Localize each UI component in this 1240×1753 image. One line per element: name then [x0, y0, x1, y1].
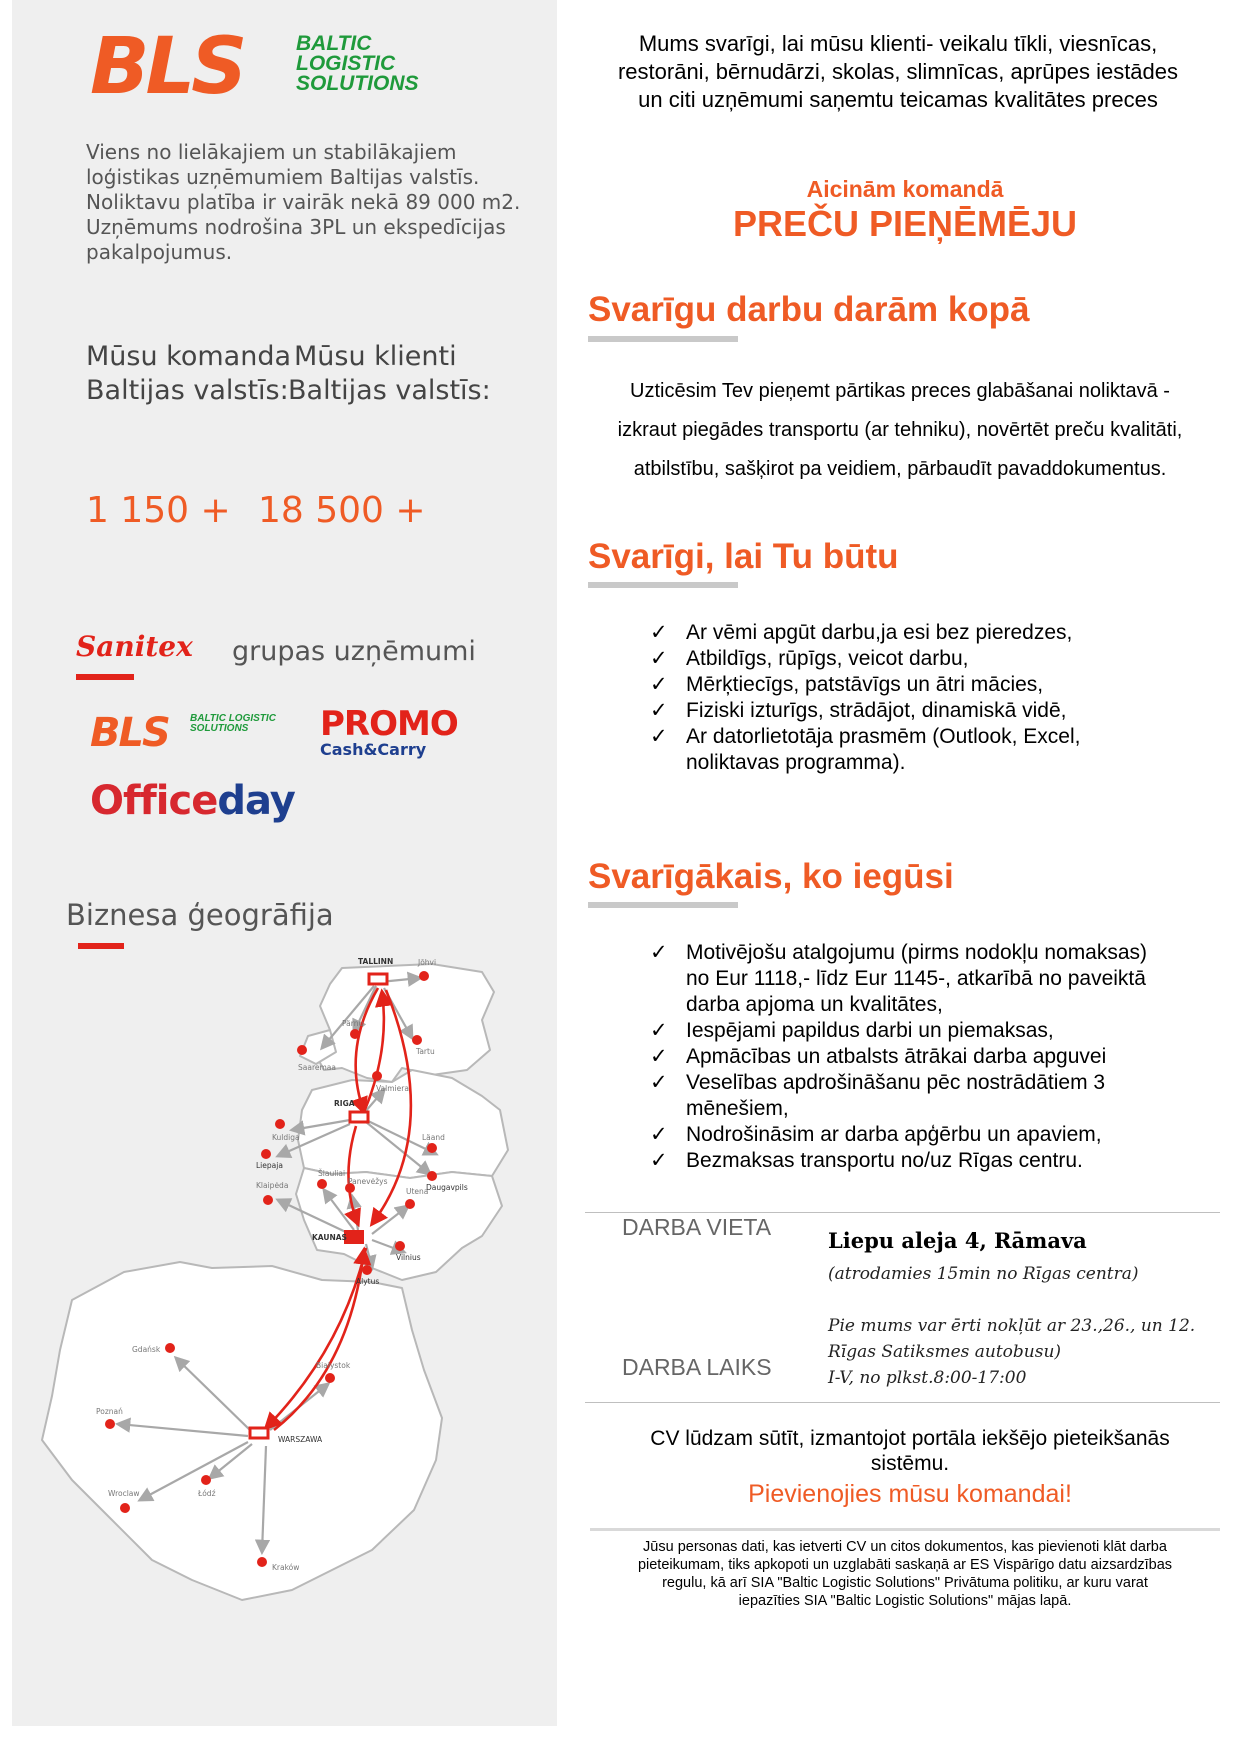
map-label: Panevėžys: [348, 1177, 388, 1186]
gdpr-line: iepazīties SIA "Baltic Logistic Solutions" mājas lapā.: [738, 1593, 1072, 1609]
benefits-list: [650, 940, 1147, 1174]
description-line: Uzticēsim Tev pieņemt pārtikas preces glabāšanai noliktavā -: [630, 380, 1170, 402]
list-item-text: noliktavas programma).: [686, 751, 906, 774]
section-title-benefits: Svarīgākais, ko iegūsi: [588, 857, 954, 896]
promo-logo-sub: Cash&Carry: [320, 740, 427, 759]
intro-line: loģistikas uzņēmumiem Baltijas valstīs.: [86, 165, 480, 189]
gdpr-line: Jūsu personas dati, kas ietverti CV un citos dokumentos, kas pievienoti klāt darba: [643, 1539, 1167, 1555]
business-map: [12, 950, 542, 1650]
gdpr-line: regulu, kā arī SIA "Baltic Logistic Solutions" Privātuma politiku, ar kuru varat: [662, 1575, 1148, 1591]
list-item-text: Apmācības un atbalsts ātrākai darba apguvei: [686, 1045, 1107, 1068]
mission-statement: [566, 30, 1230, 114]
bls-logo-name: [296, 34, 474, 94]
geography-title: Biznesa ģeogrāfija: [66, 898, 334, 932]
bls-company-letters: BLS: [90, 710, 169, 756]
checkmark-icon: ✓: [650, 1149, 668, 1172]
map-pin: [120, 1503, 130, 1513]
join-call-to-action: Pievienojies mūsu komandai!: [748, 1480, 1072, 1508]
checkmark-icon: ✓: [650, 699, 668, 722]
list-item: [650, 1044, 1147, 1070]
map-label: Vilnius: [396, 1253, 421, 1262]
workplace-address: Liepu aleja 4, Rāmava: [828, 1228, 1087, 1253]
list-item: [650, 620, 1081, 646]
gdpr-divider: [590, 1528, 1220, 1531]
bls-logo: [74, 22, 474, 112]
map-label: RIGA: [334, 1099, 355, 1108]
gdpr-notice: [590, 1538, 1220, 1610]
list-item-text: Bezmaksas transportu no/uz Rīgas centru.: [686, 1149, 1083, 1172]
map-pin: [297, 1045, 307, 1055]
workplace-label: DARBA VIETA: [622, 1214, 772, 1240]
map-label: Alytus: [356, 1277, 380, 1286]
team-count: 1 150 +: [86, 490, 231, 531]
section-underline: [588, 336, 738, 342]
map-pin: [261, 1149, 271, 1159]
workplace-note: (atrodamies 15min no Rīgas centra): [828, 1264, 1139, 1284]
mission-line: un citi uzņēmumi saņemtu teicamas kvalitātes preces: [638, 87, 1158, 112]
section-title-work: Svarīgu darbu darām kopā: [588, 290, 1030, 329]
map-label: Saaremaa: [298, 1063, 336, 1072]
map-label: Šiauliai: [318, 1169, 346, 1178]
checkmark-icon: ✓: [650, 1045, 668, 1068]
map-pin: [201, 1475, 211, 1485]
company-intro: [86, 140, 526, 265]
checkmark-icon: ✓: [650, 1019, 668, 1042]
map-pin: [395, 1241, 405, 1251]
cv-instructions: [600, 1426, 1220, 1476]
list-item-text: Ar vēmi apgūt darbu,ja esi bez pieredzes,: [686, 621, 1073, 644]
map-land: [42, 964, 508, 1600]
map-pin: [427, 1143, 437, 1153]
hub-tallinn: [369, 974, 387, 984]
bus-note: Rīgas Satiksmes autobusu): [828, 1342, 1062, 1362]
list-item-text: Fiziski izturīgs, strādājot, dinamiskā vidē,: [686, 699, 1067, 722]
map-pin: [275, 1119, 285, 1129]
red-underline: [78, 943, 124, 949]
map-pin: [350, 1029, 360, 1039]
section-underline: [588, 582, 738, 588]
list-item-continuation: [650, 992, 1147, 1018]
bls-logo-name-line2: SOLUTIONS: [296, 72, 419, 95]
hub-kaunas: [344, 1230, 364, 1244]
officeday-logo-part2: day: [217, 778, 295, 824]
map-pin: [165, 1343, 175, 1353]
list-item-text: Ar datorlietotāja prasmēm (Outlook, Excel,: [686, 725, 1081, 748]
bls-logo-letters: BLS: [90, 22, 244, 112]
map-label: Kraków: [272, 1563, 300, 1572]
requirements-list: [650, 620, 1081, 776]
map-pin: [419, 971, 429, 981]
list-item-text: Atbildīgs, rūpīgs, veicot darbu,: [686, 647, 969, 670]
map-pin: [362, 1265, 372, 1275]
map-label: Tartu: [416, 1047, 435, 1056]
map-label: Liepaja: [256, 1161, 283, 1170]
list-item: [650, 646, 1081, 672]
list-item: [650, 1122, 1147, 1148]
list-item: [650, 1070, 1147, 1096]
group-text: grupas uzņēmumi: [232, 636, 476, 667]
list-item-text: Veselības apdrošināšanu pēc nostrādātiem 3: [686, 1071, 1106, 1094]
list-item-text: Mērķtiecīgs, patstāvīgs un ātri mācies,: [686, 673, 1044, 696]
clients-label: [288, 340, 491, 408]
intro-line: Viens no lielākajiem un stabilākajiem: [86, 140, 457, 164]
map-label: Kuldiga: [272, 1133, 300, 1142]
worktime-label: DARBA LAIKS: [622, 1354, 772, 1380]
red-underline: [76, 674, 134, 680]
map-label: Poznań: [96, 1407, 123, 1416]
list-item-text: darba apjoma un kvalitātes,: [686, 993, 943, 1016]
map-pin: [105, 1419, 115, 1429]
map-label: Klaipėda: [256, 1181, 289, 1190]
map-pin: [317, 1179, 327, 1189]
work-hours: I-V, no plkst.8:00-17:00: [828, 1368, 1027, 1388]
list-item-text: Nodrošināsim ar darba apģērbu un apaviem,: [686, 1123, 1102, 1146]
checkmark-icon: ✓: [650, 647, 668, 670]
map-pin: [325, 1373, 335, 1383]
list-item-continuation: [650, 966, 1147, 992]
mission-line: restorāni, bērnudārzi, skolas, slimnīcas, aprūpes iestādes: [617, 59, 1179, 84]
team-label-line2: Baltijas valstīs:: [86, 375, 289, 406]
checkmark-icon: ✓: [650, 621, 668, 644]
map-label: Gdańsk: [132, 1345, 161, 1354]
job-description: [570, 372, 1230, 489]
poland-shape: [42, 1262, 442, 1600]
map-label: TALLINN: [358, 957, 394, 966]
checkmark-icon: ✓: [650, 941, 668, 964]
officeday-logo-part1: Office: [90, 778, 218, 824]
map-pin: [372, 1071, 382, 1081]
intro-line: Uzņēmums nodrošina 3PL un ekspedīcijas: [86, 215, 506, 239]
map-pin: [263, 1195, 273, 1205]
map-pin: [257, 1557, 267, 1567]
bls-company-name: BALTIC LOGISTIC SOLUTIONS: [190, 713, 276, 734]
clients-label-line2: Baltijas valstīs:: [288, 375, 491, 406]
map-label: WARSZAWA: [278, 1435, 323, 1444]
list-item: [650, 1148, 1147, 1174]
map-label: Białystok: [316, 1361, 351, 1370]
map-label: Läand: [422, 1133, 445, 1142]
intro-line: pakalpojumus.: [86, 240, 233, 264]
map-pin: [427, 1171, 437, 1181]
checkmark-icon: ✓: [650, 725, 668, 748]
checkmark-icon: ✓: [650, 1123, 668, 1146]
map-label: Pärnu: [342, 1019, 364, 1028]
invite-text: Aicinām komandā: [806, 176, 1004, 202]
list-item: [650, 724, 1081, 750]
list-item: [650, 672, 1081, 698]
map-label: Jõhvi: [418, 958, 437, 967]
section-underline: [588, 902, 738, 908]
list-item-text: Iespējami papildus darbi un piemaksas,: [686, 1019, 1054, 1042]
team-label-line1: Mūsu komanda: [86, 341, 292, 372]
bus-note: Pie mums var ērti nokļūt ar 23.,26., un 12.: [828, 1316, 1196, 1336]
list-item: [650, 940, 1147, 966]
list-item-text: no Eur 1118,- līdz Eur 1145-, atkarībā no paveiktā: [686, 967, 1146, 990]
sanitex-logo: Sanitex: [76, 630, 193, 663]
map-label: Valmiera: [376, 1084, 409, 1093]
list-item-text: mēnešiem,: [686, 1097, 789, 1120]
intro-line: Noliktavu platība ir vairāk nekā 89 000 m2.: [86, 190, 521, 214]
team-label: [86, 340, 291, 408]
map-label: Łódź: [198, 1489, 216, 1498]
checkmark-icon: ✓: [650, 1071, 668, 1094]
clients-count: 18 500 +: [258, 490, 426, 531]
map-label: Daugavpils: [426, 1183, 468, 1192]
promo-logo: [320, 704, 458, 759]
clients-label-line1: Mūsu klienti: [294, 341, 457, 372]
bls-logo-name-line1: BALTIC LOGISTIC: [296, 32, 396, 75]
list-item-continuation: [650, 750, 1081, 776]
list-item-text: Motivējošu atalgojumu (pirms nodokļu nomaksas): [686, 941, 1148, 964]
map-label: Utena: [406, 1187, 429, 1196]
list-item: [650, 698, 1081, 724]
list-item: [650, 1018, 1147, 1044]
list-item-continuation: [650, 1096, 1147, 1122]
map-label: KAUNAS: [312, 1233, 347, 1242]
map-pin: [412, 1035, 422, 1045]
hub-riga: [350, 1112, 368, 1122]
hub-warszawa: [250, 1428, 268, 1438]
divider: [585, 1402, 1220, 1403]
gdpr-line: pieteikumam, tiks apkopoti un uzglabāti saskaņā ar ES Vispārīgo datu aizsardzības: [637, 1557, 1173, 1573]
map-pin: [405, 1199, 415, 1209]
checkmark-icon: ✓: [650, 673, 668, 696]
map-label: Wroclaw: [108, 1489, 140, 1498]
cv-line: sistēmu.: [870, 1452, 950, 1475]
promo-logo-main: PROMO: [320, 704, 458, 744]
divider: [585, 1212, 1220, 1213]
officeday-logo: [90, 778, 295, 824]
bls-company-logo: [90, 710, 276, 756]
mission-line: Mums svarīgi, lai mūsu klienti- veikalu tīkli, viesnīcas,: [638, 31, 1158, 56]
description-line: atbilstību, sašķirot pa veidiem, pārbaudīt pavaddokumentus.: [633, 458, 1167, 480]
section-title-requirements: Svarīgi, lai Tu būtu: [588, 537, 899, 576]
position-title: PREČU PIEŅĒMĒJU: [732, 203, 1078, 244]
cv-line: CV lūdzam sūtīt, izmantojot portāla iekšējo pieteikšanās: [650, 1427, 1170, 1450]
description-line: izkraut piegādes transportu (ar tehniku), novērtēt preču kvalitāti,: [617, 419, 1183, 441]
